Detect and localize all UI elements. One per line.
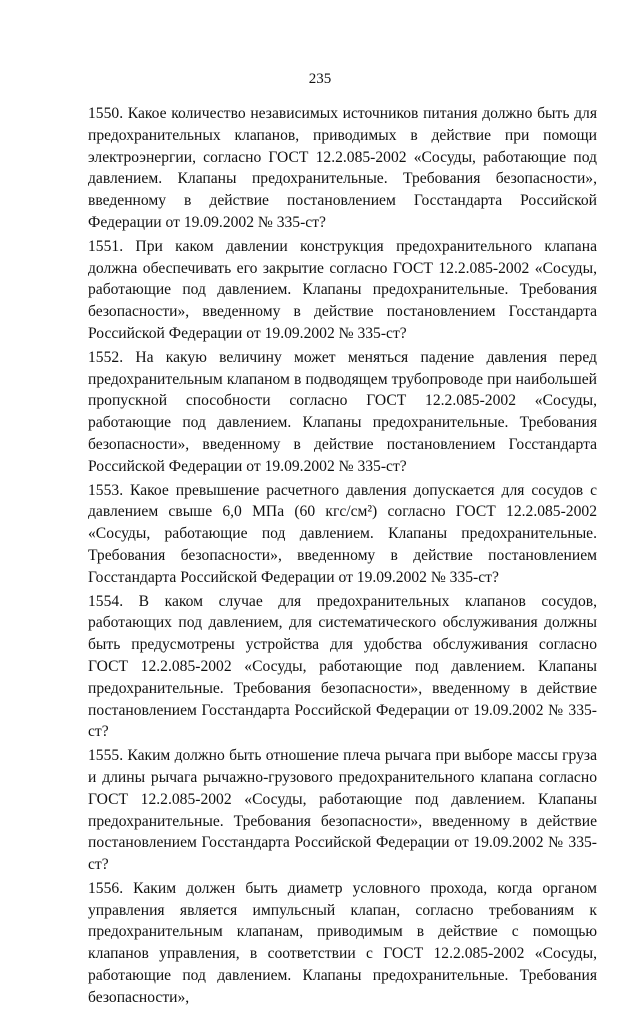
question-1553: 1553. Какое превышение расчетного давления допускается для сосудов с давлением свыше 6,0 МПа (60 кгс/см²) согласно ГОСТ 12.2.085-2002 «Сосуды, работающие под давлением. Клапаны предохранительные. Требования безопасности», введенному в действие постановлением Госстандарта Российской Федерации от 19.09.2002 № 335-ст? bbox=[88, 481, 597, 586]
question-1554: 1554. В каком случае для предохранительных клапанов сосудов, работающих под давлением, для систематического обслуживания должны быть предусмотрены устройства для удобства обслуживания согласно ГОСТ 12.2.085-2002 «Сосуды, работающие под давлением. Клапаны предохранительные. Требования безопасности», введенному в действие постановлением Госстандарта Российской Федерации от 19.09.2002 № 335-ст? bbox=[88, 592, 597, 741]
question-1556: 1556. Каким должен быть диаметр условного прохода, когда органом управления является импульсный клапан, согласно требованиям к предохранительным клапанам, приводимым в действие с помощью клапанов управления, в соответствии с ГОСТ 12.2.085-2002 «Сосуды, работающие под давлением. Клапаны предохранительные. Требования безопасности», bbox=[88, 879, 597, 1006]
question-1551: 1551. При каком давлении конструкция предохранительного клапана должна обеспечивать его закрытие согласно ГОСТ 12.2.085-2002 «Сосуды, работающие под давлением. Клапаны предохранительные. Требования безопасности», введенному в действие постановлением Госстандарта Российской Федерации от 19.09.2002 № 335-ст? bbox=[88, 237, 597, 342]
question-1555: 1555. Каким должно быть отношение плеча рычага при выборе массы груза и длины рычага рычажно-грузового предохранительного клапана согласно ГОСТ 12.2.085-2002 «Сосуды, работающие под давлением. Клапаны предохранительные. Требования безопасности», введенному в действие постановлением Госстандарта Российской Федерации от 19.09.2002 № 335-ст? bbox=[88, 747, 597, 874]
question-list bbox=[88, 103, 597, 1011]
page-number: 235 bbox=[308, 71, 332, 87]
question-1552: 1552. На какую величину может меняться падение давления перед предохранительным клапаном в подводящем трубопроводе при наибольшей пропускной способности согласно ГОСТ 12.2.085-2002 «Сосуды, работающие под давлением. Клапаны предохранительные. Требования безопасности», введенному в действие постановлением Госстандарта Российской Федерации от 19.09.2002 № 335-ст? bbox=[88, 348, 597, 475]
question-1550: 1550. Какое количество независимых источников питания должно быть для предохранительных клапанов, приводимых в действие при помощи электроэнергии, согласно ГОСТ 12.2.085-2002 «Сосуды, работающие под давлением. Клапаны предохранительные. Требования безопасности», введенному в действие постановлением Госстандарта Российской Федерации от 19.09.2002 № 335-ст? bbox=[88, 105, 597, 231]
